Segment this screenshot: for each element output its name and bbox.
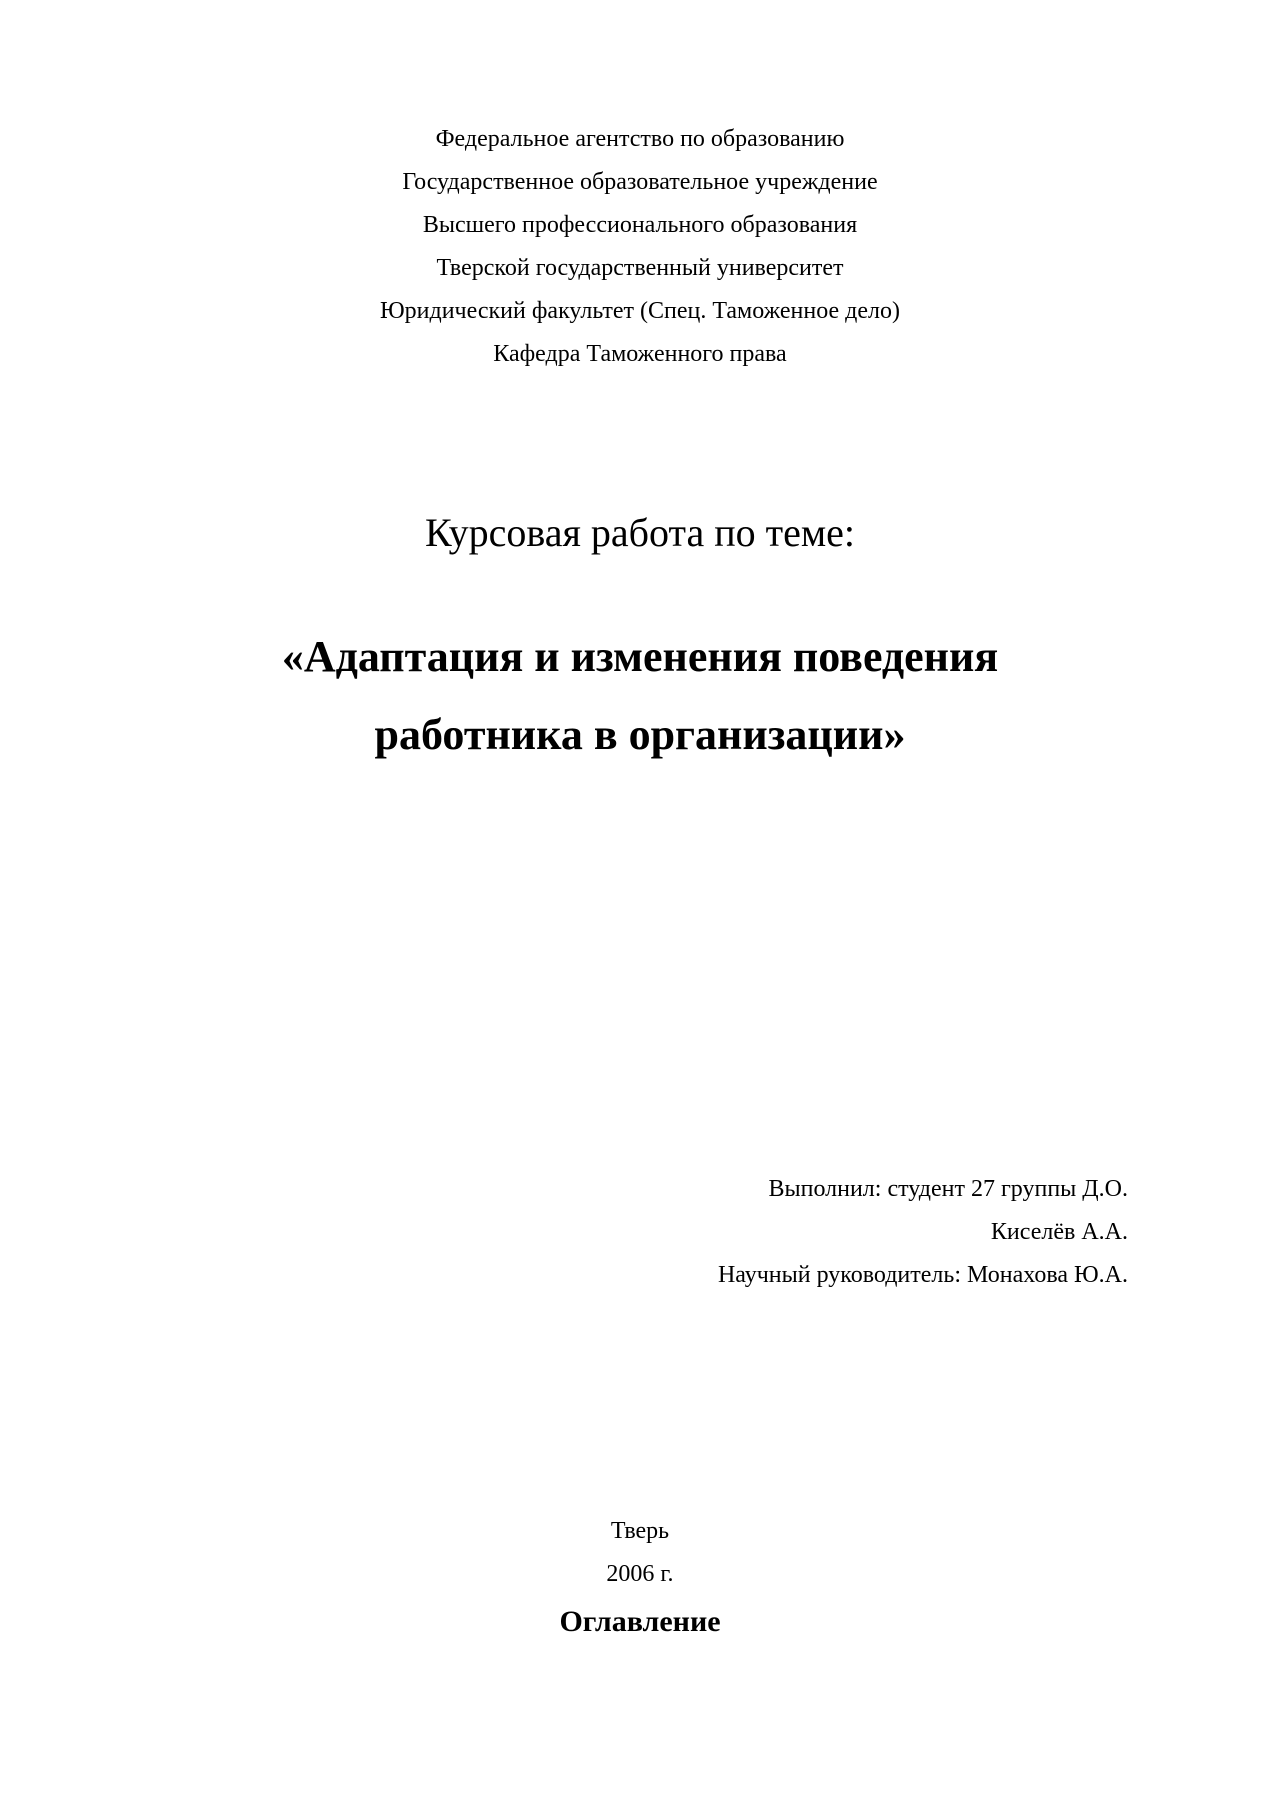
student-name-line: Киселёв А.А. [990,1219,1128,1245]
title-line-2: работника в организации» [374,710,906,759]
department-line: Кафедра Таможенного права [493,341,787,367]
city-line: Тверь [610,1518,670,1544]
year-line: 2006 г. [606,1561,674,1587]
faculty-line: Юридический факультет (Спец. Таможенное дело) [379,298,901,324]
table-of-contents-heading: Оглавление [559,1605,721,1638]
supervisor-line: Научный руководитель: Монахова Ю.А. [717,1262,1128,1288]
author-info [718,1168,1128,1297]
course-work-label: Курсовая работа по теме: [424,510,856,555]
institution-type-line: Государственное образовательное учреждение [402,169,878,195]
education-level-line: Высшего профессионального образования [422,212,858,238]
document-title [0,618,1280,774]
performed-by-line: Выполнил: студент 27 группы Д.О. [768,1176,1128,1202]
university-line: Тверской государственный университет [436,255,844,281]
institution-header [0,118,1280,376]
agency-line: Федеральное агентство по образованию [435,126,845,152]
title-line-1: «Адаптация и изменения поведения [281,632,999,681]
place-and-date [0,1510,1280,1596]
